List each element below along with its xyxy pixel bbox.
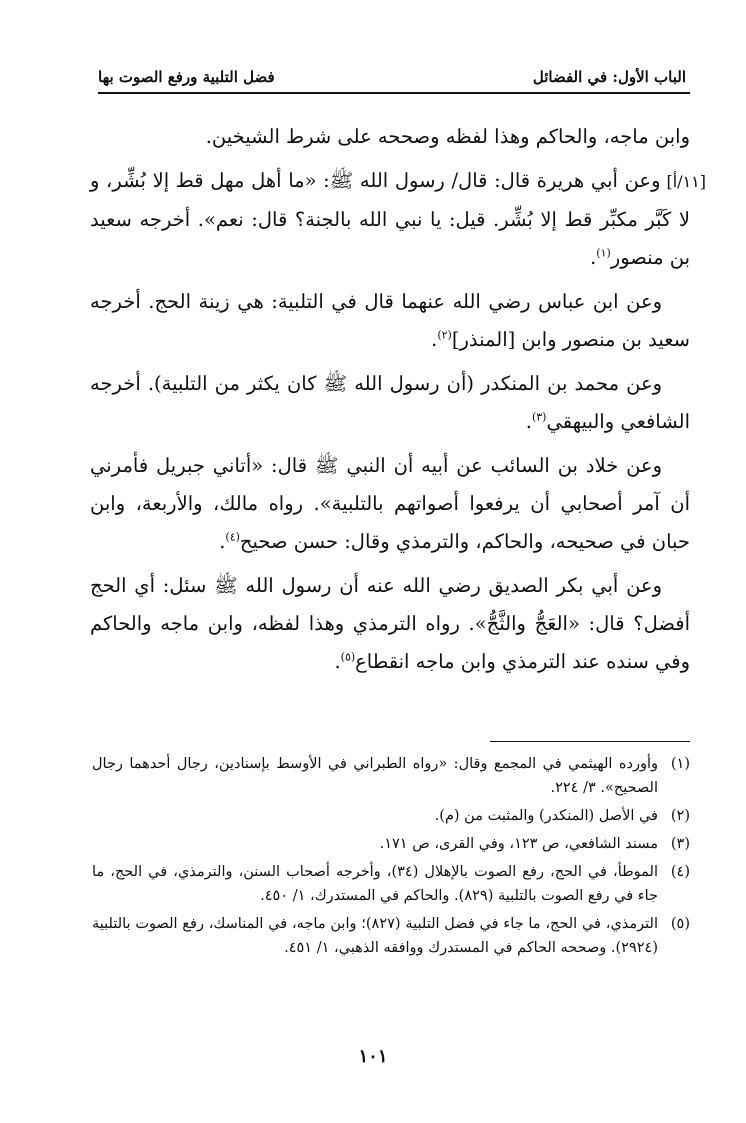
footnote-text: وأورده الهيثمي في المجمع وقال: «رواه الطبراني في الأوسط بإسنادين، رجال أحدهما رجال الصحيح». ٣/ ٢٢٤. xyxy=(92,756,658,796)
footnote-marker[interactable]: (٣) xyxy=(531,410,547,424)
footnote-number: (٢) xyxy=(670,808,690,824)
paragraph-1 xyxy=(90,118,690,156)
footnotes xyxy=(92,752,690,964)
running-header xyxy=(98,60,686,86)
footnote-marker[interactable]: (٢) xyxy=(437,328,452,342)
footnote xyxy=(92,752,690,800)
paragraph-5 xyxy=(90,447,690,561)
paragraph-text: وعن خلاد بن السائب عن أبيه أن النبي ﷺ قال: «أتاني جبريل فأمرني أن آمر أصحابي أن يرفعوا أصواتهم بالتلبية». رواه مالك، والأربعة، وابن حبان في صحيحه، والحاكم، والترمذي وقال: حسن صحيح xyxy=(90,454,690,553)
footnote-text: مسند الشافعي، ص ١٢٣، وفي القرى، ص ١٧١. xyxy=(379,836,658,852)
paragraph-end: . xyxy=(334,650,341,673)
paragraph-end: . xyxy=(525,410,532,433)
paragraph-3 xyxy=(90,283,690,359)
footnote-number: (٣) xyxy=(670,836,690,852)
footnote-marker[interactable]: (١) xyxy=(596,246,611,260)
paragraph-end: . xyxy=(431,328,438,351)
main-text xyxy=(90,118,706,687)
margin-folio-ref: [١١/أ] xyxy=(666,172,706,191)
footnote xyxy=(92,912,690,960)
paragraph-end: . xyxy=(219,530,226,553)
footnote-marker[interactable]: (٤) xyxy=(225,530,240,544)
page-number: ١٠١ xyxy=(358,1046,388,1067)
paragraph-text: وعن أبي هريرة قال: قال/ رسول الله ﷺ: «ما أهل مهل قط إلا بُشِّر، و لا كَبَّر مكبِّر قط إلا بُشِّر. قيل: يا نبي الله بالجنة؟ قال: نعم». أخرجه سعيد بن منصور xyxy=(90,169,690,269)
footnote-marker[interactable]: (٥) xyxy=(340,650,356,664)
paragraph-text: وعن ابن عباس رضي الله عنهما قال في التلبية: هي زينة الحج. أخرجه سعيد بن منصور وابن [المنذر] xyxy=(90,290,690,351)
paragraph-6 xyxy=(90,567,690,681)
paragraph-4 xyxy=(90,365,690,441)
footnote-number: (٥) xyxy=(670,916,690,932)
footnote-number: (١) xyxy=(670,756,690,772)
paragraph-end: . xyxy=(590,246,597,269)
footnote xyxy=(92,860,690,908)
footnote-text: في الأصل (المنكدر) والمثبت من (م). xyxy=(434,808,658,824)
footnote-text: الموطأ، في الحج، رفع الصوت بالإهلال (٣٤)، وأخرجه أصحاب السنن، والترمذي، في الحج، ما جاء في رفع الصوت بالتلبية (٨٢٩). والحاكم في المستدرك، ١/ ٤٥٠. xyxy=(92,864,658,904)
paragraph-text: وعن أبي بكر الصديق رضي الله عنه أن رسول الله ﷺ سئل: أي الحج أفضل؟ قال: «العَجُّ والثَّجُّ». رواه الترمذي وهذا لفظه، وابن ماجه والحاكم وفي سنده عند الترمذي وابن ماجه انقطاع xyxy=(90,574,690,673)
header-divider xyxy=(98,92,690,94)
footnote xyxy=(92,804,690,828)
footnote-text: الترمذي، في الحج، ما جاء في فضل التلبية (٨٢٧)؛ وابن ماجه، في المناسك، رفع الصوت بالتلبية (٢٩٢٤). وصححه الحاكم في المستدرك ووافقه الذهبي، ١/ ٤٥١. xyxy=(92,916,658,956)
footnote-number: (٤) xyxy=(670,864,690,880)
footnote-divider xyxy=(490,741,690,742)
paragraph-text: وعن محمد بن المنكدر (أن رسول الله ﷺ كان يكثر من التلبية). أخرجه الشافعي والبيهقي xyxy=(90,372,690,433)
header-section-title: فضل التلبية ورفع الصوت بها xyxy=(98,68,275,86)
footnote xyxy=(92,832,690,856)
paragraph-2 xyxy=(90,162,706,277)
paragraph-text: وابن ماجه، والحاكم وهذا لفظه وصححه على شرط الشيخين. xyxy=(205,125,690,148)
header-chapter-title: الباب الأول: في الفضائل xyxy=(532,68,686,86)
